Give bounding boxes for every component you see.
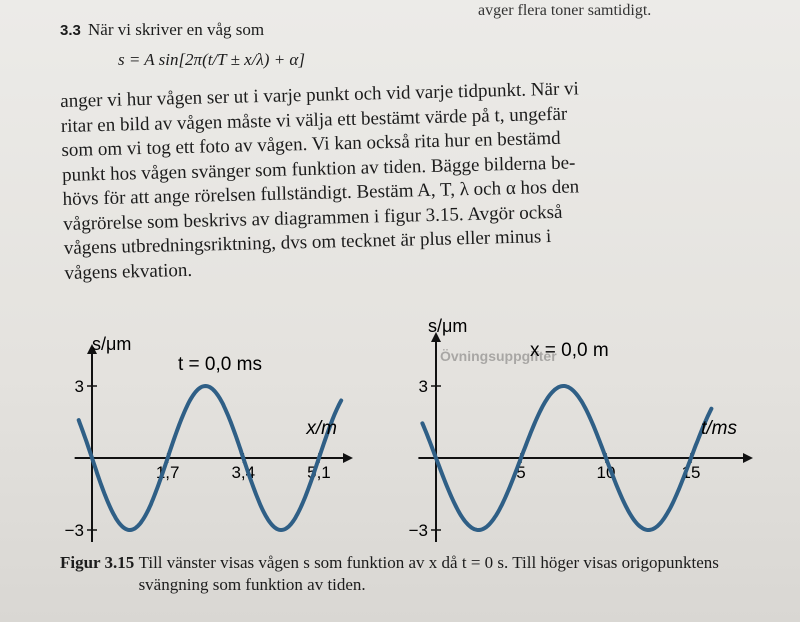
x-axis-label: x/m: [306, 418, 337, 439]
x-tick-label: 10: [596, 463, 616, 482]
chart-title: t = 0,0 ms: [178, 354, 262, 375]
y-tick-label: 3: [74, 377, 84, 396]
wave-equation: s = A sin[2π(t/T ± x/λ) + α]: [118, 50, 305, 69]
x-axis-arrow: [743, 453, 753, 463]
x-tick-label: 1,7: [155, 463, 180, 482]
caption-label: Figur 3.15: [60, 553, 135, 572]
x-axis-label: t/ms: [701, 418, 737, 439]
top-right-text: avger flera toner samtidigt.: [478, 2, 652, 19]
background-heading: Övningsuppgifter: [440, 348, 557, 364]
chart-title: x = 0,0 m: [530, 340, 609, 361]
paragraph-line: vågens ekvation.: [64, 259, 193, 284]
caption-text: Till vänster visas vågen s som funktion av x då t = 0 s. Till höger visas origopunktens svängning som funktion av tiden.: [138, 553, 719, 594]
x-tick-label: 5: [516, 463, 526, 482]
x-tick-label: 5,1: [307, 463, 331, 482]
x-axis-arrow: [343, 453, 353, 463]
problem-intro: När vi skriver en våg som: [88, 20, 265, 39]
paragraph-line: hövs för att ange rörelsen fullständigt. Bestäm A, T, λ och α hos den: [62, 176, 580, 210]
paragraph-line: vågens utbredningsriktning, dvs om tecknet är plus eller minus i: [63, 226, 552, 259]
figure-caption: [60, 552, 739, 596]
y-tick-label: −3: [64, 521, 84, 540]
paragraph-line: ritar en bild av vågen måste vi välja ett bestämt värde på t, ungefär: [60, 103, 568, 137]
paragraph-line: punkt hos vågen svänger som funktion av tiden. Bägge bilderna be-: [61, 151, 576, 186]
y-tick-label: 3: [418, 377, 428, 396]
problem-number: 3.3: [60, 22, 81, 39]
paragraph-line: vågrörelse som beskrivs av diagrammen i figur 3.15. Avgör också: [63, 201, 563, 235]
paragraph-line: anger vi hur vågen ser ut i varje punkt och vid varje tidpunkt. När vi: [60, 78, 580, 112]
y-axis-label: s/μm: [428, 316, 468, 336]
y-tick-label: −3: [408, 521, 428, 540]
x-tick-label: 15: [681, 463, 701, 482]
x-tick-label: 3,4: [231, 463, 256, 482]
y-axis-label: s/μm: [92, 334, 132, 354]
paragraph-line: som om vi tog ett foto av vågen. Vi kan också rita hur en bestämd: [61, 127, 561, 161]
